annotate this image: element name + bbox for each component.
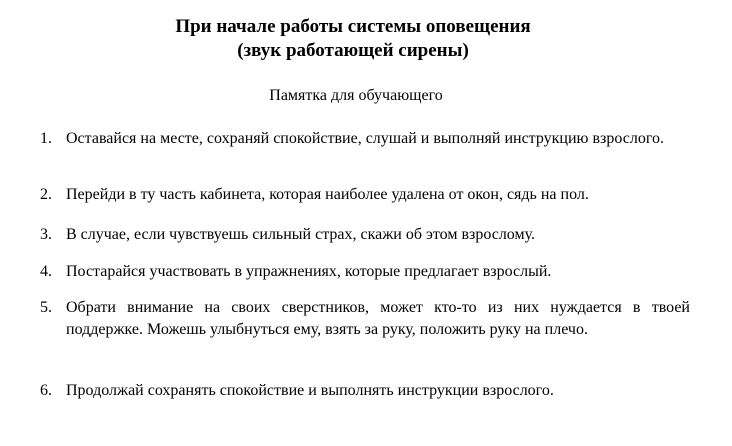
list-item-1 — [40, 128, 690, 150]
list-item-number: 1. — [40, 130, 52, 147]
list-item-number: 6. — [40, 382, 52, 399]
list-item-3 — [40, 224, 690, 246]
list-item-5 — [40, 297, 690, 341]
list-item-2 — [40, 184, 690, 206]
document-title-line-1: При начале работы системы оповещения — [175, 16, 531, 37]
list-item-number: 5. — [40, 299, 52, 316]
document-subtitle: Памятка для обучающего — [269, 87, 443, 104]
list-item-text: Продолжай сохранять спокойствие и выполнять инструкции взрослого. — [66, 382, 554, 399]
list-item-number: 2. — [40, 186, 52, 203]
list-item-text: Постарайся участвовать в упражнениях, которые предлагает взрослый. — [66, 263, 552, 280]
document-title-line-2: (звук работающей сирены) — [237, 40, 469, 61]
list-item-4 — [40, 261, 690, 283]
list-item-number: 4. — [40, 263, 52, 280]
list-item-text: Обрати внимание на своих сверстников, может кто-то из них нуждается в твоей поддержке. Можешь улыбнуться ему, взять за руку, положить руку на плечо. — [66, 299, 690, 338]
list-item-number: 3. — [40, 226, 52, 243]
list-item-6 — [40, 380, 690, 402]
list-item-text: Оставайся на месте, сохраняй спокойствие, слушай и выполняй инструкцию взрослого. — [66, 130, 665, 147]
list-item-text: В случае, если чувствуешь сильный страх, скажи об этом взрослому. — [66, 226, 536, 243]
list-item-text: Перейди в ту часть кабинета, которая наиболее удалена от окон, сядь на пол. — [66, 186, 589, 203]
